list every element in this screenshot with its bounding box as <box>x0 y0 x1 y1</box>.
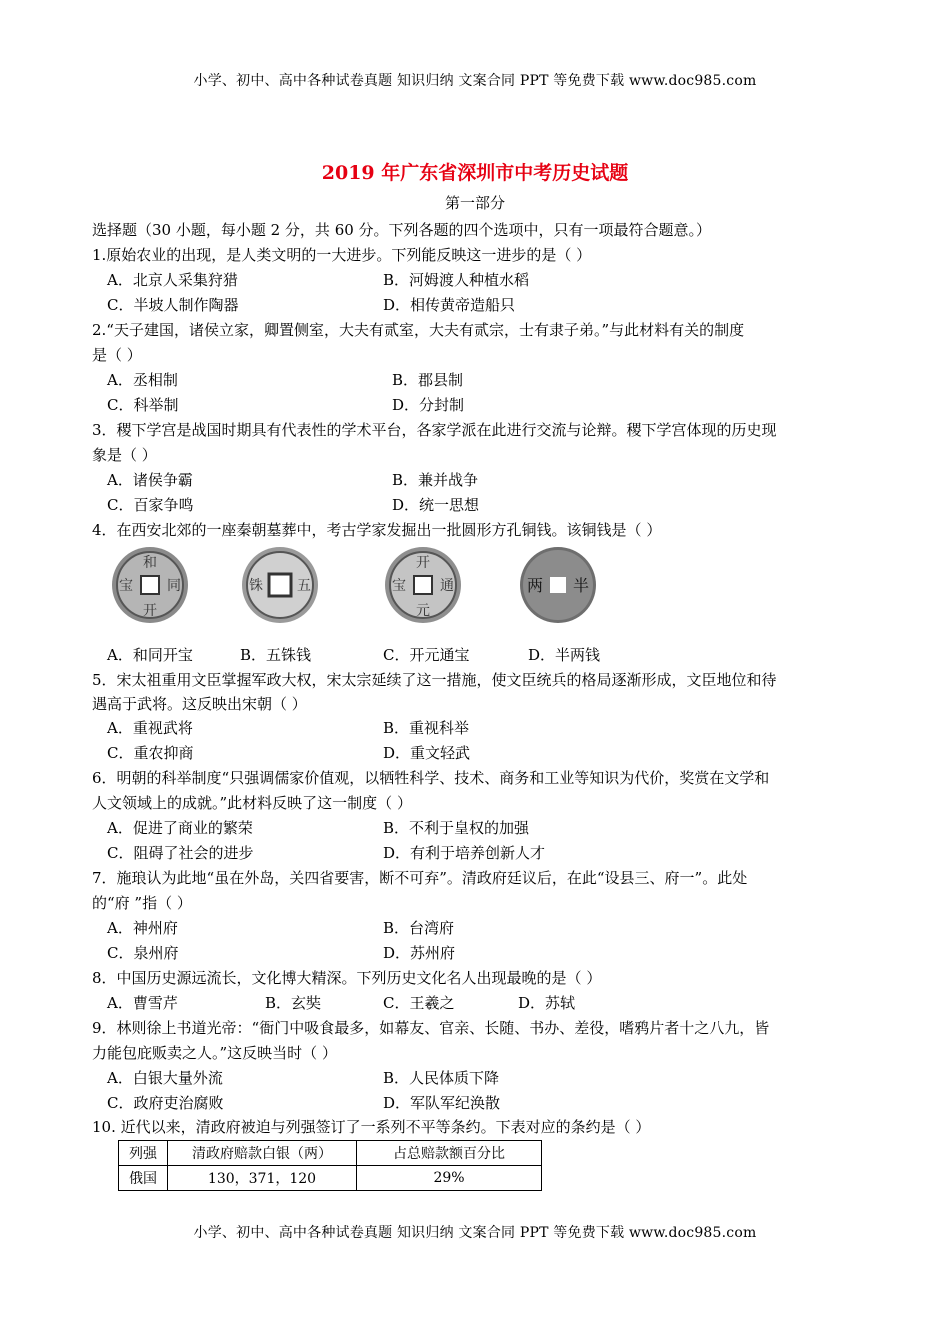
q5-option-d: D．重文轻武 <box>383 744 471 762</box>
q2-option-b: B．郡县制 <box>392 371 464 389</box>
q3-stem-line1: 3．稷下学宫是战国时期具有代表性的学术平台，各家学派在此进行交流与论辩。稷下学宫体现的历史现 <box>92 421 777 439</box>
coin-char: 宝 <box>119 578 133 594</box>
q6-option-b: B．不利于皇权的加强 <box>383 819 530 837</box>
q4-option-b: B．五铢钱 <box>240 646 312 664</box>
q3-option-d: D．统一思想 <box>392 496 480 514</box>
coin-char: 五 <box>297 578 311 594</box>
q1-option-a: A．北京人采集狩猎 <box>107 271 238 289</box>
q5-stem-line2: 遇高于武将。这反映出宋朝（ ） <box>92 695 307 713</box>
instructions: 选择题（30 小题，每小题 2 分，共 60 分。下列各题的四个选项中，只有一项最符合题意。） <box>92 221 712 239</box>
coin-char: 宝 <box>392 578 406 594</box>
exam-title: 2019 年广东省深圳市中考历史试题 <box>321 162 629 184</box>
q5-option-c: C．重农抑商 <box>107 744 194 762</box>
q6-stem-line1: 6．明朝的科举制度“只强调儒家价值观，以牺牲科学、技术、商务和工业等知识为代价，奖赏在文学和 <box>92 769 770 787</box>
coin-char: 铢 <box>249 578 263 594</box>
q1-option-d: D．相传黄帝造船只 <box>383 296 516 314</box>
q6-option-a: A．促进了商业的繁荣 <box>107 819 253 837</box>
coin-char: 开 <box>143 603 157 619</box>
coin-char: 元 <box>416 603 430 619</box>
q4-option-c: C．开元通宝 <box>383 646 470 664</box>
coin-image-kaiyuan-tongbao <box>383 545 463 625</box>
coin-char: 通 <box>440 578 454 594</box>
q3-stem-line2: 象是（ ） <box>92 446 157 464</box>
q7-option-b: B．台湾府 <box>383 919 455 937</box>
page-footer: 小学、初中、高中各种试卷真题 知识归纳 文案合同 PPT 等免费下载 www.doc985.com <box>193 1225 757 1241</box>
q9-option-a: A．白银大量外流 <box>107 1069 223 1087</box>
q2-stem-line1: 2.“天子建国，诸侯立家，卿置侧室，大夫有贰室，大夫有贰宗，士有隶子弟。”与此材料有关的制度 <box>92 321 745 339</box>
q7-option-a: A．神州府 <box>107 919 178 937</box>
q6-option-d: D．有利于培养创新人才 <box>383 844 546 862</box>
q8-option-b: B．玄奘 <box>265 994 322 1012</box>
q9-option-b: B．人民体质下降 <box>383 1069 500 1087</box>
q3-option-a: A．诸侯争霸 <box>107 471 193 489</box>
coin-char: 两 <box>526 576 544 595</box>
section-heading: 第一部分 <box>444 194 505 212</box>
coin-image-hetong-kaibao <box>110 545 190 625</box>
q6-stem-line2: 人文领域上的成就。”此材料反映了这一制度（ ） <box>92 794 412 812</box>
q4-option-d: D．半两钱 <box>528 646 601 664</box>
q2-option-a: A．丞相制 <box>107 371 178 389</box>
q9-stem-line1: 9．林则徐上书道光帝：“衙门中吸食最多，如幕友、官亲、长随、书办、差役，嗜鸦片者十之八九，皆 <box>92 1019 770 1037</box>
q3-option-c: C．百家争鸣 <box>107 496 194 514</box>
coin-char: 同 <box>167 578 181 594</box>
q8-option-c: C．王羲之 <box>383 994 455 1012</box>
coin-char: 半 <box>572 576 590 595</box>
indemnity-table <box>118 1140 542 1191</box>
q9-option-c: C．政府吏治腐败 <box>107 1094 224 1112</box>
q5-option-b: B．重视科举 <box>383 719 470 737</box>
q7-option-c: C．泉州府 <box>107 944 179 962</box>
q9-stem-line2: 力能包庇贩卖之人。”这反映当时（ ） <box>92 1044 337 1062</box>
q8-option-a: A．曹雪芹 <box>107 994 178 1012</box>
q1-option-c: C．半坡人制作陶器 <box>107 296 239 314</box>
coin-image-wuzhu <box>240 545 320 625</box>
q9-option-d: D．军队军纪涣散 <box>383 1094 501 1112</box>
table-header-cell: 清政府赔款白银（两） <box>168 1141 357 1166</box>
coin-hole <box>550 577 566 593</box>
table-header-row <box>119 1141 542 1166</box>
table-cell: 29% <box>357 1166 542 1191</box>
q6-option-c: C．阻碍了社会的进步 <box>107 844 254 862</box>
q2-option-c: C．科举制 <box>107 396 179 414</box>
table-cell: 130，371，120 <box>168 1166 357 1191</box>
q4-option-a: A．和同开宝 <box>107 646 193 664</box>
coin-hole <box>414 576 432 594</box>
q3-option-b: B．兼并战争 <box>392 471 479 489</box>
page-header: 小学、初中、高中各种试卷真题 知识归纳 文案合同 PPT 等免费下载 www.doc985.com <box>193 73 757 89</box>
q7-option-d: D．苏州府 <box>383 944 456 962</box>
q10-stem: 10. 近代以来，清政府被迫与列强签订了一系列不平等条约。下表对应的条约是（ ） <box>92 1118 651 1136</box>
coin-hole <box>269 574 291 596</box>
coin-hole <box>141 576 159 594</box>
q7-stem-line1: 7．施琅认为此地“虽在外岛，关四省要害，断不可弃”。清政府廷议后，在此“设县三、府一”。此处 <box>92 869 748 887</box>
q8-option-d: D．苏轼 <box>518 994 576 1012</box>
q2-option-d: D．分封制 <box>392 396 465 414</box>
table-cell: 俄国 <box>119 1166 168 1191</box>
q1-option-b: B．河姆渡人种植水稻 <box>383 271 530 289</box>
coin-char: 和 <box>143 555 157 571</box>
table-header-cell: 列强 <box>119 1141 168 1166</box>
q5-option-a: A．重视武将 <box>107 719 193 737</box>
q2-stem-line2: 是（ ） <box>92 346 142 364</box>
table-header-cell: 占总赔款额百分比 <box>357 1141 542 1166</box>
coin-image-banliang <box>518 545 598 625</box>
q4-stem: 4．在西安北郊的一座秦朝墓葬中，考古学家发掘出一批圆形方孔铜钱。该铜钱是（ ） <box>92 521 662 539</box>
q8-stem: 8．中国历史源远流长，文化博大精深。下列历史文化名人出现最晚的是（ ） <box>92 969 602 987</box>
q5-stem-line1: 5．宋太祖重用文臣掌握军政大权，宋太宗延续了这一措施，使文臣统兵的格局逐渐形成，文臣地位和待 <box>92 671 777 689</box>
q1-stem: 1.原始农业的出现，是人类文明的一大进步。下列能反映这一进步的是（ ） <box>92 246 592 264</box>
table-row <box>119 1166 542 1191</box>
coin-char: 开 <box>416 555 430 571</box>
q7-stem-line2: 的“府 ”指（ ） <box>92 894 192 912</box>
